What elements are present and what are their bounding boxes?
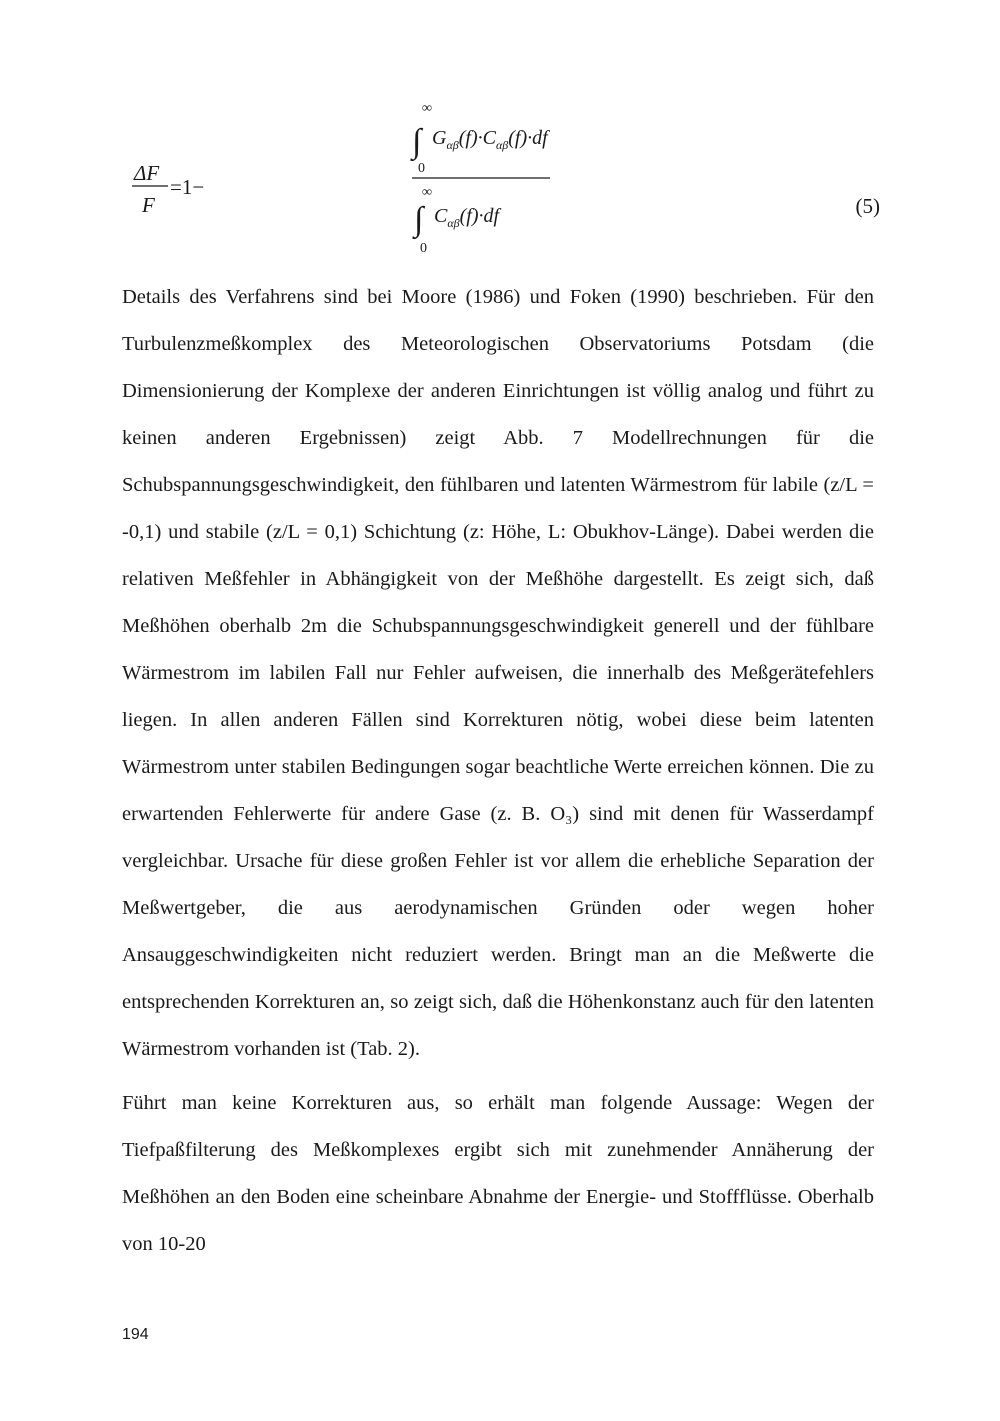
numerator-lower-limit: 0 xyxy=(418,161,425,176)
equation-formula xyxy=(120,92,640,262)
denominator-expression: $C_{\alpha\beta}(f)\cdot df$ xyxy=(434,205,500,230)
numerator-expression: $G_{\alpha\beta}(f)\cdot C_{\alpha\beta}(f)\cdot df$ xyxy=(432,127,548,152)
lhs-numerator: ΔF xyxy=(134,161,160,185)
denominator-lower-limit: 0 xyxy=(420,241,427,256)
equals-one-minus: =1− xyxy=(170,175,205,199)
page-number: 194 xyxy=(122,1326,149,1343)
paragraph-1: Details des Verfahrens sind bei Moore (1986) und Foken (1990) beschrieben. Für den Turbulenzmeßkomplex des Meteorologischen Observatoriums Potsdam (die Dimensionierung der Komplexe der anderen Einrichtungen ist völlig analog und führt zu keinen anderen Ergebnissen) zeigt Abb. 7 Modellrechnungen für die Schubspannungsgeschwindigkeit, den fühlbaren und latenten Wärmestrom für labile (z/L = -0,1) und stabile (z/L = 0,1) Schichtung (z: Höhe, L: Obukhov-Länge). Dabei werden die relativen Meßfehler in Abhängigkeit von der Meßhöhe dargestellt. Es zeigt sich, daß Meßhöhen oberhalb 2m die Schubspannungsgeschwindigkeit generell und der fühlbare Wärmestrom im labilen Fall nur Fehler aufweisen, die innerhalb des Meßgerätefehlers liegen. In allen anderen Fällen sind Korrekturen nötig, wobei diese beim latenten Wärmestrom unter stabilen Bedingungen sogar beachtliche Werte erreichen können. Die zu erwartenden Fehlerwerte für andere Gase (z. B. O₃) sind mit denen für Wasserdampf vergleichbar. Ursache für diese großen Fehler ist vor allem die erhebliche Separation der Meßwertgeber, die aus aerodynamischen Gründen oder wegen hoher Ansauggeschwindigkeiten nicht reduziert werden. Bringt man an die Meßwerte die entsprechenden Korrekturen an, so zeigt sich, daß die Höhenkonstanz auch für den latenten Wärmestrom vorhanden ist (Tab. 2). xyxy=(122,286,874,1060)
numerator-upper-limit: ∞ xyxy=(422,101,432,116)
denominator-integral-sign-icon: ∫ xyxy=(414,201,424,238)
lhs-denominator: F xyxy=(142,193,155,217)
equation-5 xyxy=(120,92,880,262)
paragraph-2: Führt man keine Korrekturen aus, so erhält man folgende Aussage: Wegen der Tiefpaßfilterung des Meßkomplexes ergibt sich mit zunehmender Annäherung der Meßhöhen an den Boden eine scheinbare Abnahme der Energie- und Stoffflüsse. Oberhalb von 10-20 xyxy=(122,1092,874,1255)
denominator-upper-limit: ∞ xyxy=(422,185,432,200)
numerator-integral-sign-icon: ∫ xyxy=(412,123,422,160)
equation-number: (5) xyxy=(855,194,880,218)
